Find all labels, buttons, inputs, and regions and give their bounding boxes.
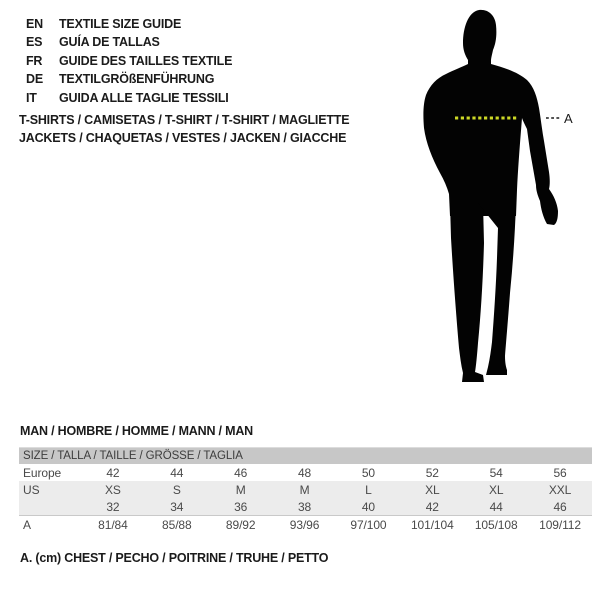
table-row-numeric — [19, 498, 592, 516]
size-table-header-row — [19, 448, 592, 465]
cell: 46 — [528, 498, 592, 516]
language-row — [26, 70, 232, 88]
table-row-europe — [19, 464, 592, 481]
cell: 109/112 — [528, 516, 592, 534]
language-label: GUÍA DE TALLAS — [59, 35, 160, 50]
category-line-tshirts: T-SHIRTS / CAMISETAS / T-SHIRT / T-SHIRT / MAGLIETTE — [19, 113, 350, 127]
language-code: IT — [26, 90, 37, 105]
cell: XL — [464, 481, 528, 498]
cell: M — [273, 481, 337, 498]
language-label: GUIDA ALLE TAGLIE TESSILI — [59, 90, 229, 105]
language-row — [26, 33, 232, 51]
cell: XXL — [528, 481, 592, 498]
cell: 42 — [400, 498, 464, 516]
language-row — [26, 15, 232, 33]
cell: 89/92 — [209, 516, 273, 534]
language-code: DE — [26, 72, 43, 87]
language-row — [26, 52, 232, 70]
language-list — [26, 15, 232, 107]
chest-measure-footnote: A. (cm) CHEST / PECHO / POITRINE / TRUHE / PETTO — [20, 551, 329, 565]
cell: 54 — [489, 465, 503, 480]
language-code: EN — [26, 17, 43, 31]
row-label — [19, 498, 81, 516]
cell: 34 — [145, 498, 209, 516]
cell: 93/96 — [273, 516, 337, 534]
cell: 48 — [297, 465, 312, 480]
section-title-man: MAN / HOMBRE / HOMME / MANN / MAN — [20, 424, 253, 438]
cell: 40 — [337, 498, 401, 516]
cell: 46 — [234, 465, 248, 480]
cell: 42 — [106, 465, 120, 480]
cell: S — [145, 481, 209, 498]
cell: L — [337, 481, 401, 498]
cell: 36 — [209, 498, 273, 516]
row-label: A — [19, 516, 81, 534]
language-label: TEXTILE SIZE GUIDE — [59, 17, 182, 31]
language-row — [26, 89, 232, 107]
table-row-us — [19, 481, 592, 498]
cell: 85/88 — [145, 516, 209, 534]
language-code: ES — [26, 35, 43, 50]
cell: 50 — [361, 465, 376, 480]
cell: XS — [81, 481, 145, 498]
cell: 44 — [170, 465, 184, 480]
size-table — [19, 447, 592, 533]
cell: 32 — [81, 498, 145, 516]
language-code: FR — [26, 53, 43, 68]
cell: 38 — [273, 498, 337, 516]
measure-a-label: A — [564, 111, 573, 126]
cell: 105/108 — [464, 516, 528, 534]
language-label: GUIDE DES TAILLES TEXTILE — [59, 53, 233, 68]
cell: 97/100 — [337, 516, 401, 534]
cell: 56 — [553, 465, 567, 480]
cell: 44 — [464, 498, 528, 516]
man-silhouette-left-leg — [450, 203, 484, 382]
man-silhouette-right-leg — [478, 203, 516, 375]
size-table-header: SIZE / TALLA / TAILLE / GRÖSSE / TAGLIA — [19, 448, 592, 465]
row-label: US — [19, 481, 81, 498]
category-lines — [19, 111, 349, 147]
cell: M — [209, 481, 273, 498]
cell: 81/84 — [81, 516, 145, 534]
row-label: Europe — [23, 465, 62, 480]
cell: 101/104 — [400, 516, 464, 534]
language-label: TEXTILGRÖßENFÜHRUNG — [59, 72, 215, 87]
cell: 52 — [425, 465, 439, 480]
man-silhouette-figure — [420, 8, 580, 384]
table-row-chest-a — [19, 516, 592, 534]
cell: XL — [400, 481, 464, 498]
category-line-jackets: JACKETS / CHAQUETAS / VESTES / JACKEN / GIACCHE — [19, 131, 347, 145]
